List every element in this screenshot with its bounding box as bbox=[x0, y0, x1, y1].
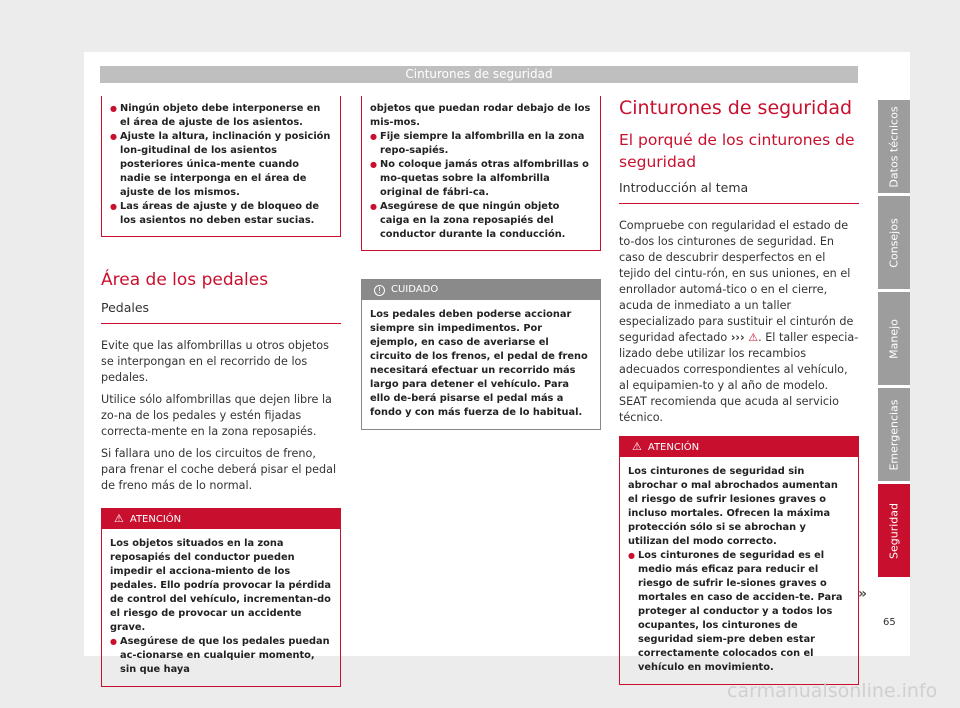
caution-label: CUIDADO bbox=[391, 284, 439, 295]
caution-box bbox=[361, 279, 601, 430]
column-left bbox=[101, 96, 341, 687]
warning-label: ATENCIÓN bbox=[129, 514, 182, 525]
tab-label: Seguridad bbox=[887, 502, 901, 559]
tab-label: Datos técnicos bbox=[887, 105, 901, 188]
warning-box-continued bbox=[361, 96, 601, 251]
section-body bbox=[101, 338, 341, 494]
warning-header bbox=[620, 437, 858, 457]
info-circle-icon: ! bbox=[374, 285, 385, 296]
tab-label: Emergencias bbox=[887, 398, 901, 471]
tab-label: Manejo bbox=[887, 318, 901, 359]
warning-bullet: ● Ajuste la altura, inclinación y posición lon-gitudinal de los asientos posteriores única-mente cuando nadie se interponga en el área de ajuste de los mismos. bbox=[110, 130, 332, 200]
tab-manejo[interactable] bbox=[878, 292, 910, 385]
warning-bullet: ● Las áreas de ajuste y de bloqueo de los asientos no deben estar sucias. bbox=[110, 200, 332, 228]
section-title: Área de los pedales bbox=[101, 270, 269, 290]
caution-header bbox=[362, 280, 600, 300]
continue-arrow-icon: » bbox=[858, 586, 868, 602]
warning-body bbox=[102, 529, 340, 686]
warning-bullet: ● Ningún objeto debe interponerse en el área de ajuste de los asientos. bbox=[110, 102, 332, 130]
tab-datos-tecnicos[interactable] bbox=[878, 100, 910, 193]
warning-header bbox=[102, 509, 340, 529]
warning-body bbox=[620, 457, 858, 684]
warning-box bbox=[101, 508, 341, 687]
paragraph: Si fallara uno de los circuitos de freno, para frenar el coche deberá pisar el pedal de freno más de lo normal. bbox=[101, 447, 337, 492]
running-header: Cinturones de seguridad bbox=[100, 66, 858, 83]
intro-heading: Introducción al tema bbox=[619, 179, 859, 204]
warning-text: objetos que puedan rodar debajo de los mis-mos. bbox=[370, 103, 591, 128]
tab-seguridad[interactable] bbox=[878, 484, 910, 577]
warning-bullet: ● Los cinturones de seguridad es el medio más eficaz para reducir el riesgo de sufrir le-siones graves o mortales en caso de acciden-te. Para proteger al conductor y a todos los ocupantes, los cinturones de seguridad siem-pre deben estar correctamente colocados con el vehículo en movimiento. bbox=[628, 549, 850, 675]
warning-text: Los cinturones de seguridad sin abrochar o mal abrochados aumentan el riesgo de sufrir lesiones graves o incluso mortales. Ofrecen la máxima protección sólo si se abrochan y utilizan del modo correcto. bbox=[628, 466, 838, 547]
warning-text: Los objetos situados en la zona reposapiés del conductor pueden impedir el acciona-miento de los pedales. Ello podría provocar la pérdida de control del vehículo, incrementan-do el riesgo de provocar un accidente grave. bbox=[110, 538, 331, 633]
paragraph bbox=[619, 218, 859, 426]
intro-body bbox=[619, 218, 859, 426]
warning-box bbox=[619, 436, 859, 685]
warning-triangle-icon: ⚠ bbox=[632, 440, 642, 453]
column-right bbox=[619, 96, 859, 685]
paragraph-text: . El taller especia-lizado debe utilizar los recambios adecuados correspondientes al vehículo, al equipamien-to y al año de modelo. SEAT recomienda que acuda al servicio técnico. bbox=[619, 331, 859, 424]
warning-triangle-icon: ⚠ bbox=[114, 512, 124, 525]
tab-consejos[interactable] bbox=[878, 196, 910, 289]
warning-bullet: ● Asegúrese de que ningún objeto caiga en la zona reposapiés del conductor durante la conducción. bbox=[370, 200, 592, 242]
caution-body: Los pedales deben poderse accionar siempre sin impedimentos. Por ejemplo, en caso de averiarse el circuito de los frenos, el pedal de freno necesitará efectuar un recorrido más largo para detener el vehículo. Para ello de-berá pisarse el pedal más a fondo y con más fuerza de lo habitual. bbox=[370, 309, 588, 418]
warning-box-continued bbox=[101, 96, 341, 237]
section-subtitle: Pedales bbox=[101, 299, 341, 324]
warning-bullet: ● Fije siempre la alfombrilla en la zona repo-sapiés. bbox=[370, 130, 592, 158]
tab-label: Consejos bbox=[887, 217, 901, 268]
warning-bullet: ● No coloque jamás otras alfombrillas o mo-quetas sobre la alfombrilla original de fábri-ca. bbox=[370, 158, 592, 200]
chapter-title: Cinturones de seguridad bbox=[619, 97, 853, 119]
warning-bullet: ● Asegúrese de que los pedales puedan ac-cionarse en cualquier momento, sin que haya bbox=[110, 635, 332, 677]
watermark: carmanualsonline.info bbox=[727, 680, 938, 702]
tab-emergencias[interactable] bbox=[878, 388, 910, 481]
chapter-tabs bbox=[878, 100, 910, 580]
ref-arrow[interactable]: ››› bbox=[730, 331, 745, 344]
paragraph-text: Compruebe con regularidad el estado de to-dos los cinturones de seguridad. En caso de descubrir desperfectos en el tejido del cintu-rón, en sus uniones, en el enrollador automá-tico o en el cierre, acuda de inmediato a un taller especializado para sustituir el cinturón de seguridad afectado bbox=[619, 219, 854, 344]
warning-triangle-icon: ⚠ bbox=[748, 331, 759, 344]
paragraph: Utilice sólo alfombrillas que dejen libre la zo-na de los pedales y estén fijadas correcta-mente en la zona reposapiés. bbox=[101, 393, 332, 438]
paragraph: Evite que las alfombrillas u otros objetos se interpongan en el recorrido de los pedales. bbox=[101, 339, 329, 384]
chapter-subtitle: El porqué de los cinturones de seguridad bbox=[619, 131, 855, 171]
warning-label: ATENCIÓN bbox=[647, 442, 700, 453]
page-number: 65 bbox=[883, 617, 896, 628]
column-middle bbox=[361, 96, 601, 430]
